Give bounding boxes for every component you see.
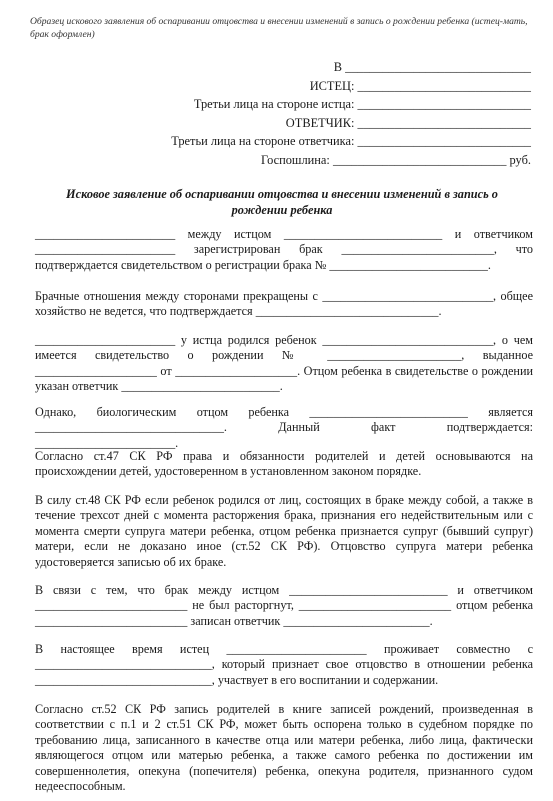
paragraph-current-situation: В настоящее время истец _______________________ проживает совместно с _____________________________, который признает свое отцовство в отношении ребенка _____________________________, участвует в его воспитании и содержании. (35, 642, 533, 687)
paragraph-marriage: _______________________ между истцом __________________________ и ответчиком _______________________ зарегистрирован брак _________________________, что подтверждается свидетельством о регистрации брака № __________________________. (35, 227, 533, 272)
defendant-line: ОТВЕТЧИК: ____________________________ (285, 116, 531, 130)
plaintiff-line: ИСТЕЦ: ____________________________ (309, 79, 531, 93)
paragraph-art-52: Согласно ст.52 СК РФ запись родителей в книге записей рождений, произведенная в соответствии с п.1 и 2 ст.51 СК РФ, может быть оспорена только в судебном порядке по требованию лица, записанного в качестве отца или матери ребенка, либо лица, фактически являющегося отцом или матерью ребенка, а также самого ребенка по достижении им совершеннолетия, опекуна (попечителя) ребенка, опекуна родителя, признанного судом недееспособным. (35, 702, 533, 794)
paragraph-not-divorced: В связи с тем, что брак между истцом __________________________ и ответчиком _________________________ не был расторгнут, _________________________ отцом ребенка _________________________ записан ответчик ________________________. (35, 583, 533, 628)
paragraph-biological-father: Однако, биологическим отцом ребенка __________________________ является _______________________________. Данный факт подтверждается: _______________________. (35, 405, 533, 450)
state-fee-line: Госпошлина: ____________________________ руб. (261, 153, 531, 167)
paragraph-child-birth: _______________________ у истца родился ребенок ____________________________, о чем имеется свидетельство о рождении № ______________________, выданное ____________________ от ____________________. Отцом ребенка в свидетельстве о рождении указан ответчик __________________________. (35, 333, 533, 394)
court-line: В ______________________________ (333, 60, 531, 74)
paragraph-art-47: Согласно ст.47 СК РФ права и обязанности родителей и детей основываются на происхождении детей, удостоверенном в установленном законом порядке. (35, 449, 533, 479)
paragraph-art-48: В силу ст.48 СК РФ если ребенок родился от лиц, состоящих в браке между собой, а также в течение трехсот дней с момента расторжения брака, признания его недействительным или с момента смерти супруга матери ребенка, отцом ребенка признается супруг (бывший супруг) матери, если не доказано иное (ст.52 СК РФ). Отцовство супруга матери ребенка удостоверяется записью об их браке. (35, 493, 533, 569)
sample-note: Образец искового заявления об оспаривании отцовства и внесении изменений в запись о рождении ребенка (истец-мать, брак оформлен) (30, 16, 528, 40)
document-title: Исковое заявление об оспаривании отцовства и внесении изменений в запись о рождении ребенка (66, 187, 498, 217)
third-party-defendant-line: Третьи лица на стороне ответчика: ____________________________ (171, 134, 531, 148)
third-party-plaintiff-line: Третьи лица на стороне истца: ____________________________ (193, 97, 531, 111)
paragraph-relations-ended: Брачные отношения между сторонами прекращены с ____________________________, общее хозяйство не ведется, что подтверждается ______________________________. (35, 289, 533, 319)
